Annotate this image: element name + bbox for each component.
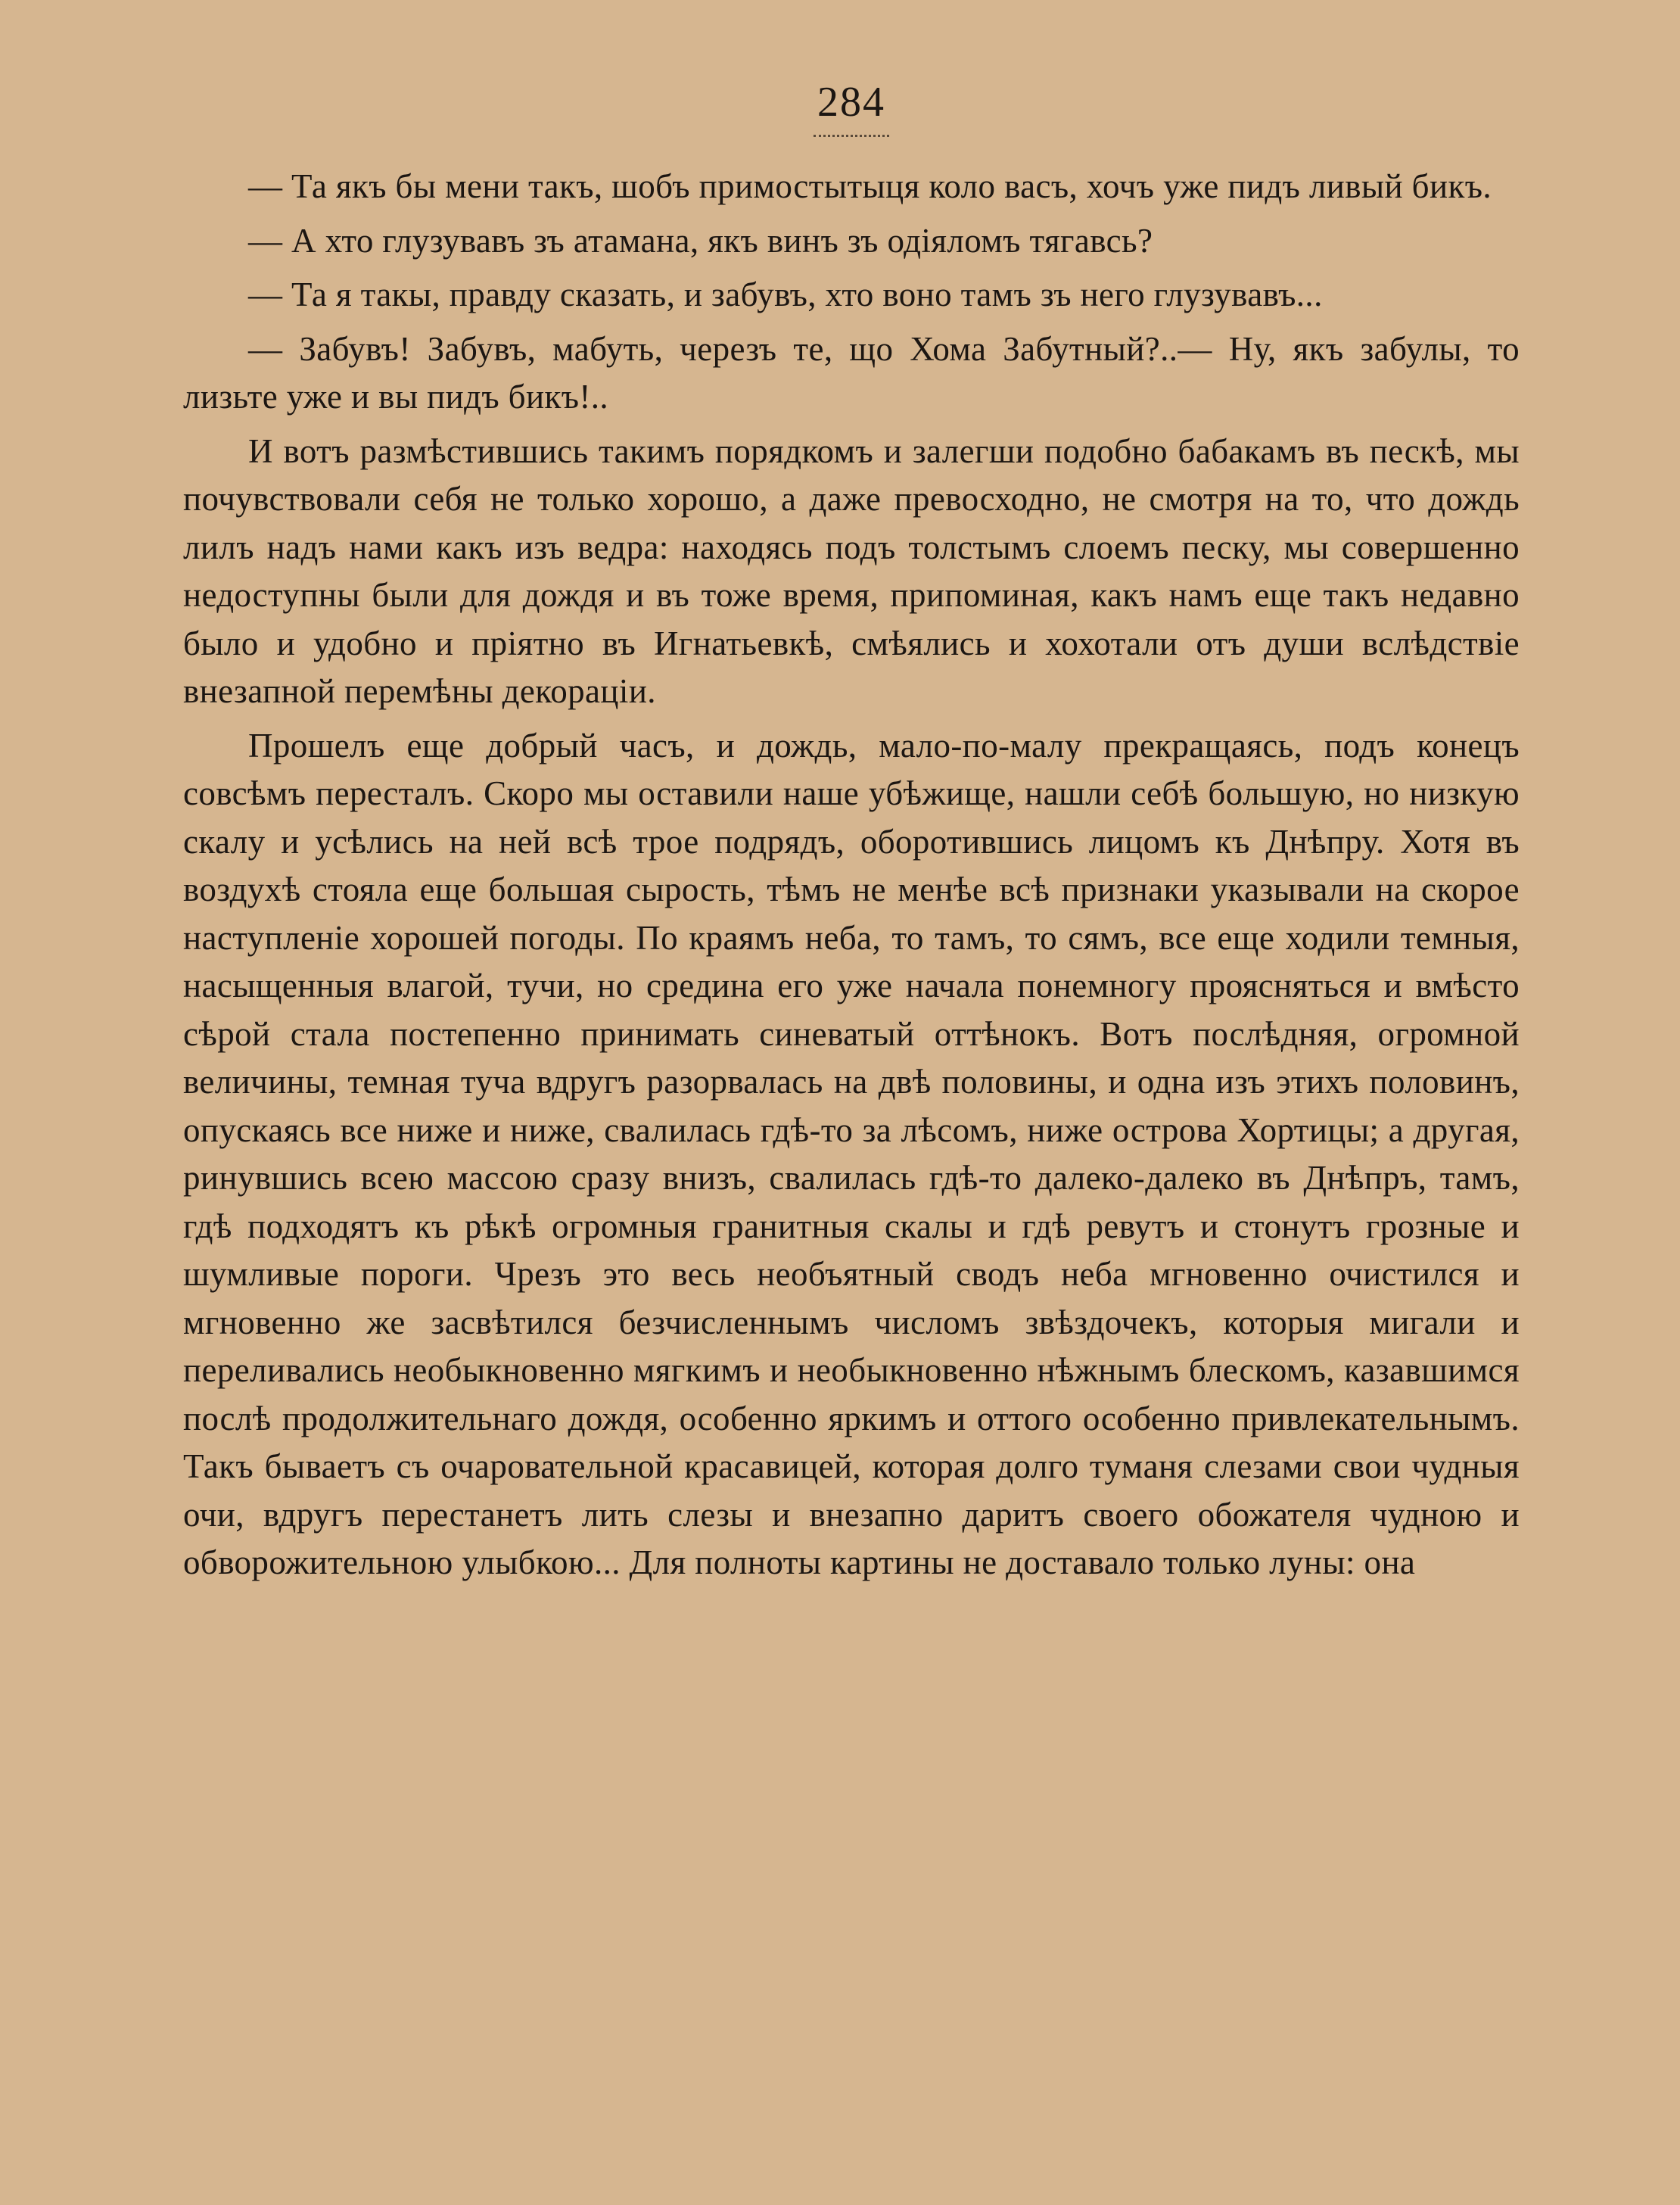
paragraph-2: — А хто глузувавъ зъ атамана, якъ винъ зъ одіяломъ тягавсь? (248, 221, 1153, 260)
book-page (183, 76, 1520, 2180)
text-body (183, 163, 1520, 1587)
paragraph-5: И вотъ размѣстившись такимъ порядкомъ и залегши подобно бабакамъ въ пескѣ, мы почувствовали себя не только хорошо, а даже превосходно, не смотря на то, что дождь лилъ надъ нами какъ изъ ведра: находясь подъ толстымъ слоемъ песку, мы совершенно недоступны были для дождя и въ тоже время, припоминая, какъ намъ еще такъ недавно было и удобно и пріятно въ Игнатьевкѣ, смѣялись и хохотали отъ души вслѣдствіе внезапной перемѣны декораціи. (183, 431, 1520, 710)
paragraph-4: — Забувъ! Забувъ, мабуть, черезъ те, що Хома Забутный?..— Ну, якъ забулы, то лизьте уже и вы пидъ бикъ!.. (183, 329, 1520, 416)
page-number-rule (814, 135, 889, 137)
paragraph-1: — Та якъ бы мени такъ, шобъ примостытыця коло васъ, хочъ уже пидъ ливый бикъ. (248, 167, 1492, 205)
paragraph-6: Прошелъ еще добрый часъ, и дождь, мало-по-малу прекращаясь, подъ конецъ совсѣмъ пересталъ. Скоро мы оставили наше убѣжище, нашли себѣ большую, но низкую скалу и усѣлись на ней всѣ трое подрядъ, оборотившись лицомъ къ Днѣпру. Хотя въ воздухѣ стояла еще большая сырость, тѣмъ не менѣе всѣ признаки указывали на скорое наступленіе хорошей погоды. По краямъ неба, то тамъ, то сямъ, все еще ходили темныя, насыщенныя влагой, тучи, но средина его уже начала понемногу проясняться и вмѣсто сѣрой стала постепенно принимать синеватый оттѣнокъ. Вотъ послѣдняя, огромной величины, темная туча вдругъ разорвалась на двѣ половины, и одна изъ этихъ половинъ, опускаясь все ниже и ниже, свалилась гдѣ-то за лѣсомъ, ниже острова Хортицы; а другая, ринувшись всею массою сразу внизъ, свалилась гдѣ-то далеко-далеко въ Днѣпръ, тамъ, гдѣ подходятъ къ рѣкѣ огромныя гранитныя скалы и гдѣ ревутъ и стонутъ грозные и шумливые пороги. Чрезъ это весь необъятный сводъ неба мгновенно очистился и мгновенно же засвѣтился безчисленнымъ числомъ звѣздочекъ, которыя мигали и переливались необыкновенно мягкимъ и необыкновенно нѣжнымъ блескомъ, казавшимся послѣ продолжительнаго дождя, особенно яркимъ и оттого особенно привлекательнымъ. Такъ бываетъ съ очаровательной красавицей, которая долго тумaня слезами свои чудныя очи, вдругъ перестанетъ лить слезы и внезапно даритъ своего обожателя чудною и обворожительною улыбкою... Для полноты картины не доставало только луны: она (183, 726, 1520, 1581)
paragraph-3: — Та я такы, правду сказать, и забувъ, хто воно тамъ зъ него глузувавъ... (248, 276, 1323, 313)
page-number: 284 (817, 79, 885, 126)
